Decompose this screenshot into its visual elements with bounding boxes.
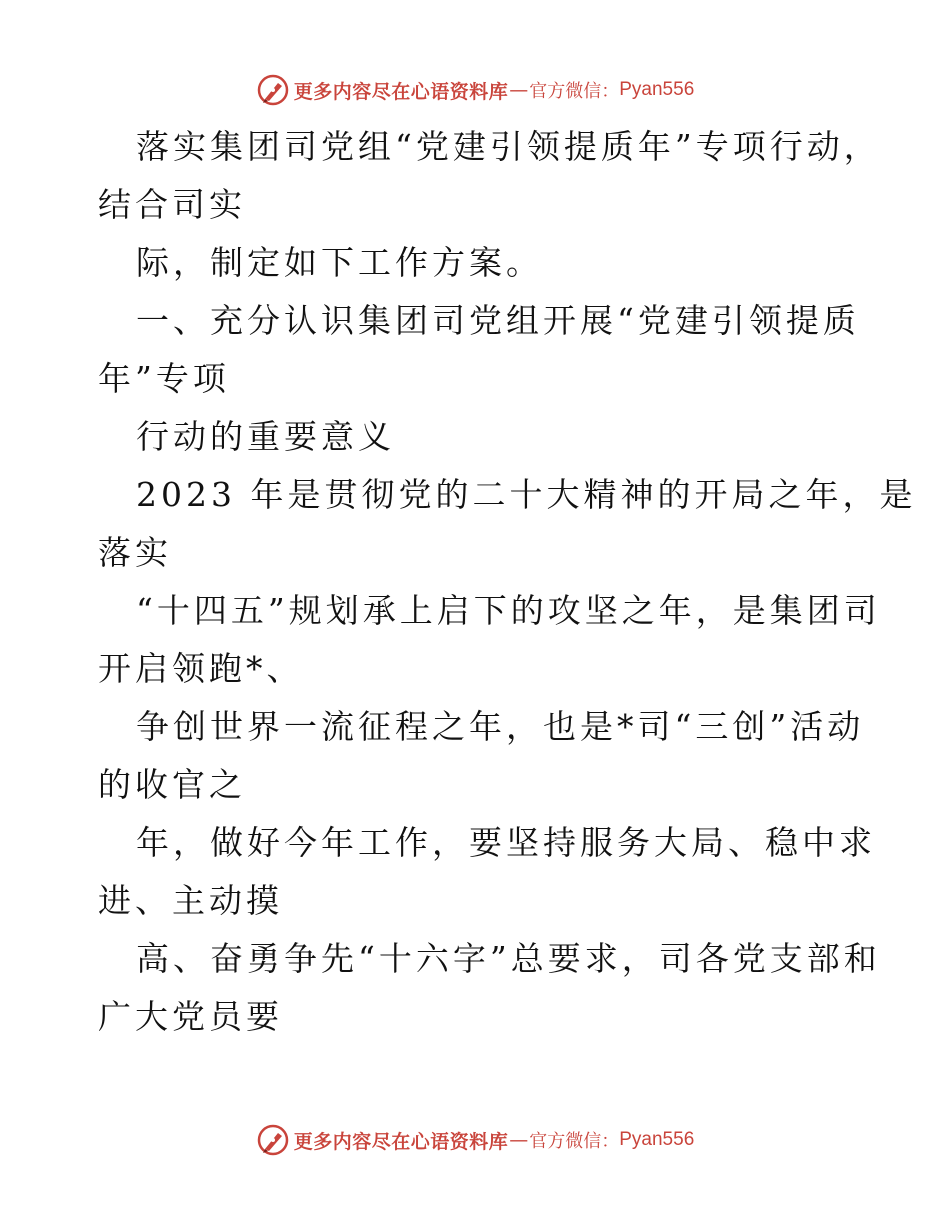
paragraph-line: 进、主动摸 xyxy=(98,881,283,920)
watermark-official-label: 官方微信： xyxy=(529,1131,620,1152)
document-body xyxy=(98,118,917,1046)
watermark-separator: — xyxy=(509,79,529,101)
paragraph-line: 争创世界一流征程之年，也是*司“三创”活动 xyxy=(136,707,865,746)
watermark-text: 更多内容尽在心语资料库 xyxy=(293,1130,509,1153)
paragraph-line: “十四五”规划承上启下的攻坚之年，是集团司 xyxy=(136,591,881,630)
section-heading-line: 年”专项 xyxy=(98,359,230,398)
paragraph-line: 落实 xyxy=(98,533,172,572)
section-heading-line: 一、充分认识集团司党组开展“党建引领提质 xyxy=(136,301,860,340)
paragraph-line: 落实集团司党组“党建引领提质年”专项行动， xyxy=(136,127,881,166)
paragraph-line: 际，制定如下工作方案。 xyxy=(136,243,543,282)
watermark-text: 更多内容尽在心语资料库 xyxy=(293,80,509,103)
paragraph-line: 年，做好今年工作，要坚持服务大局、稳中求 xyxy=(136,823,876,862)
paragraph-line: 结合司实 xyxy=(98,185,246,224)
section-heading-line: 行动的重要意义 xyxy=(136,417,395,456)
paragraph-line: 2023 年是贯彻党的二十大精神的开局之年，是 xyxy=(136,475,917,514)
footer-watermark xyxy=(0,1120,950,1160)
paragraph-line: 开启领跑*、 xyxy=(98,649,304,688)
header-watermark xyxy=(0,70,950,110)
watermark-wechat-id: Pyan556 xyxy=(619,79,695,100)
pen-logo-icon xyxy=(256,1123,290,1157)
pen-logo-icon xyxy=(256,73,290,107)
watermark-official-label: 官方微信： xyxy=(529,81,620,102)
paragraph-line: 广大党员要 xyxy=(98,997,283,1036)
watermark-separator: — xyxy=(509,1129,529,1151)
paragraph-line: 高、奋勇争先“十六字”总要求，司各党支部和 xyxy=(136,939,881,978)
paragraph-line: 的收官之 xyxy=(98,765,246,804)
watermark-wechat-id: Pyan556 xyxy=(619,1129,695,1150)
